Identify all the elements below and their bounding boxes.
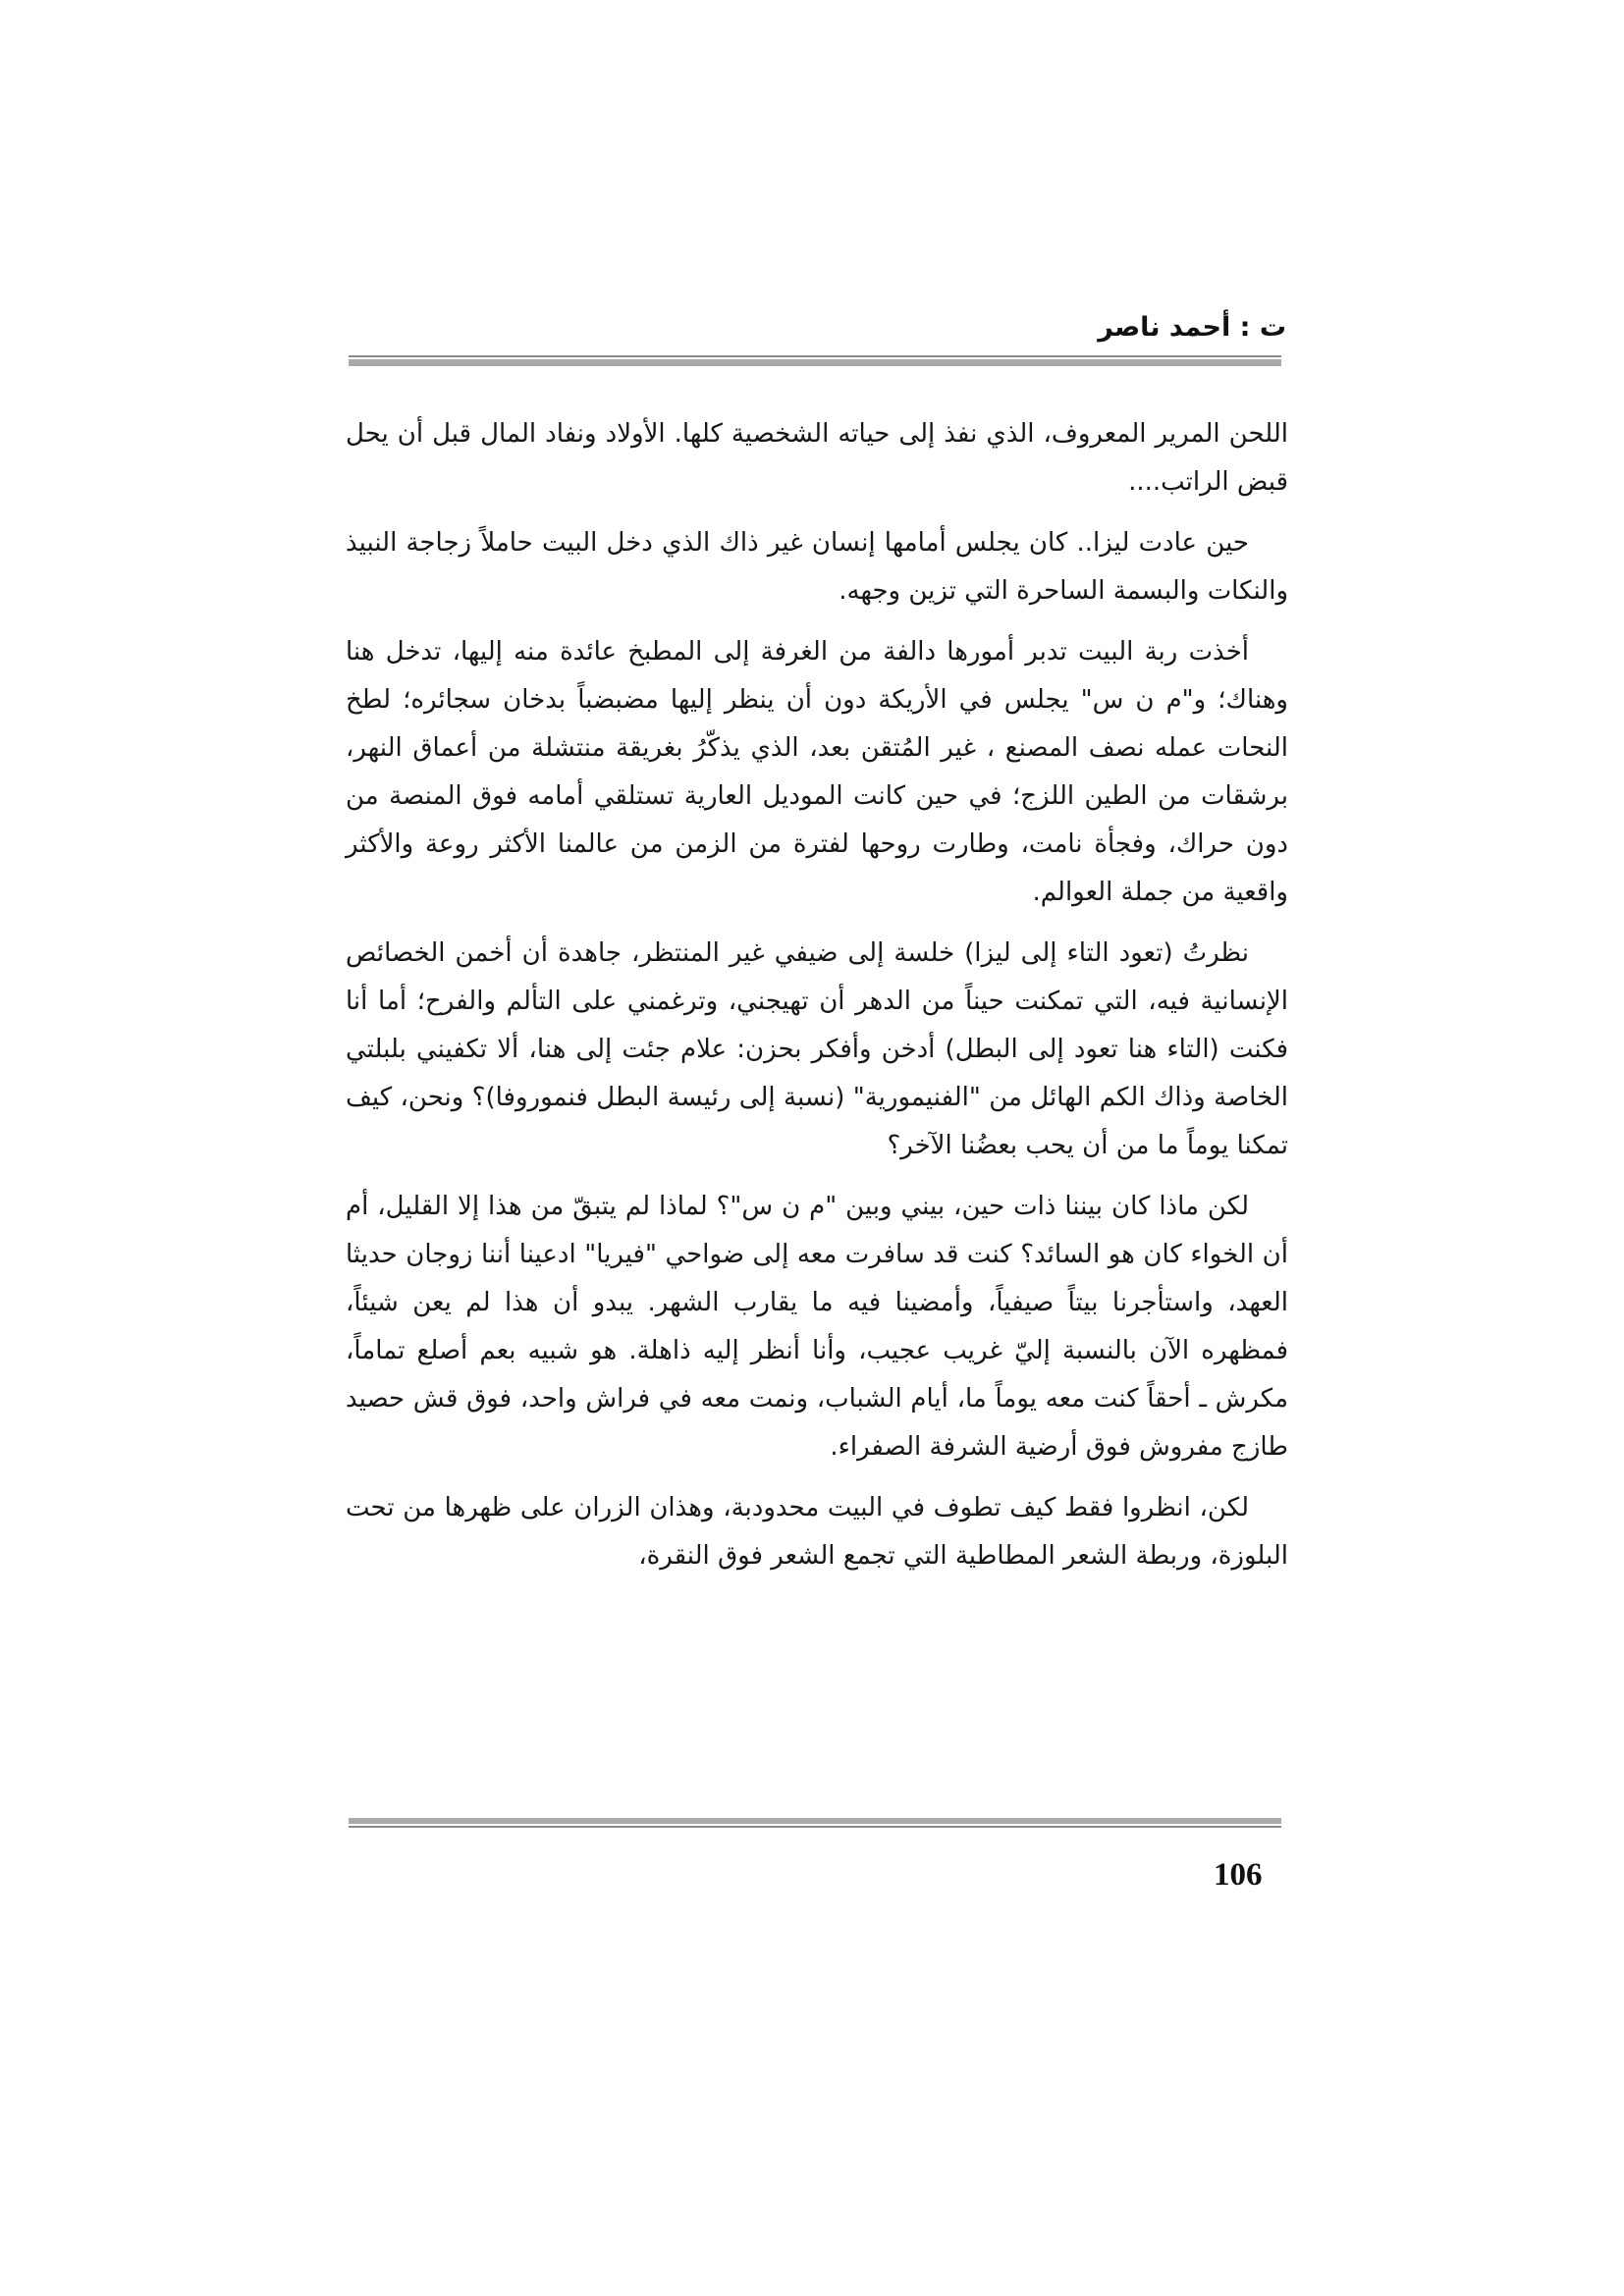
- footer-rule: [349, 1818, 1281, 1828]
- paragraph: نظرتُ (تعود التاء إلى ليزا) خلسة إلى ضيفي غير المنتظر، جاهدة أن أخمن الخصائص الإنسانية فيه، التي تمكنت حيناً من الدهر أن تهيجني، وترغمني على التألم والفرح؛ أما أنا فكنت (التاء هنا تعود إلى البطل) أدخن وأفكر بحزن: علام جئت إلى هنا، ألا تكفيني بلبلتي الخاصة وذاك الكم الهائل من "الفنيمورية" (نسبة إلى رئيسة البطل فنموروفا)؟ ونحن، كيف تمكنا يوماً ما من أن يحب بعضُنا الآخر؟: [346, 938, 1288, 1160]
- paragraph: حين عادت ليزا.. كان يجلس أمامها إنسان غير ذاك الذي دخل البيت حاملاً زجاجة النبيذ والنكات والبسمة الساحرة التي تزين وجهه.: [346, 528, 1288, 606]
- paragraph: لكن ماذا كان بيننا ذات حين، بيني وبين "م ن س"؟ لماذا لم يتبقّ من هذا إلا القليل، أم أن الخواء كان هو السائد؟ كنت قد سافرت معه إلى ضواحي "فيريا" ادعينا أننا زوجان حديثا العهد، واستأجرنا بيتاً صيفياً، وأمضينا فيه ما يقارب الشهر. يبدو أن هذا لم يعن شيئاً، فمظهره الآن بالنسبة إليّ غريب عجيب، وأنا أنظر إليه ذاهلة. هو شبيه بعم أصلع تماماً، مكرش ـ أحقاً كنت معه يوماً ما، أيام الشباب، ونمت معه في فراش واحد، فوق قش حصيد طازج مفروش فوق أرضية الشرفة الصفراء.: [346, 1192, 1288, 1462]
- body-text: [346, 410, 1288, 1593]
- paragraph: اللحن المرير المعروف، الذي نفذ إلى حياته الشخصية كلها. الأولاد ونفاد المال قبل أن يحل قبض الراتب....: [346, 419, 1288, 497]
- paragraph: لكن، انظروا فقط كيف تطوف في البيت محدودبة، وهذان الزران على ظهرها من تحت البلوزة، وربطة الشعر المطاطية التي تجمع الشعر فوق النقرة،: [346, 1493, 1288, 1571]
- paragraph: أخذت ربة البيت تدبر أمورها دالفة من الغرفة إلى المطبخ عائدة منه إليها، تدخل هنا وهناك؛ و"م ن س" يجلس في الأريكة دون أن ينظر إليها مضبضباً بدخان سجائره؛ لطخ النحات عمله نصف المصنع ، غير المُتقن بعد، الذي يذكّرُ بغريقة منتشلة من أعماق النهر، برشقات من الطين اللزج؛ في حين كانت الموديل العارية تستلقي أمامه فوق المنصة من دون حراك، وفجأة نامت، وطارت روحها لفترة من الزمن من عالمنا الأكثر روعة والأكثر واقعية من جملة العوالم.: [346, 637, 1288, 907]
- page-number: 106: [1214, 1857, 1263, 1893]
- running-header: ت : أحمد ناصر: [1098, 312, 1286, 343]
- header-rule: [349, 355, 1281, 366]
